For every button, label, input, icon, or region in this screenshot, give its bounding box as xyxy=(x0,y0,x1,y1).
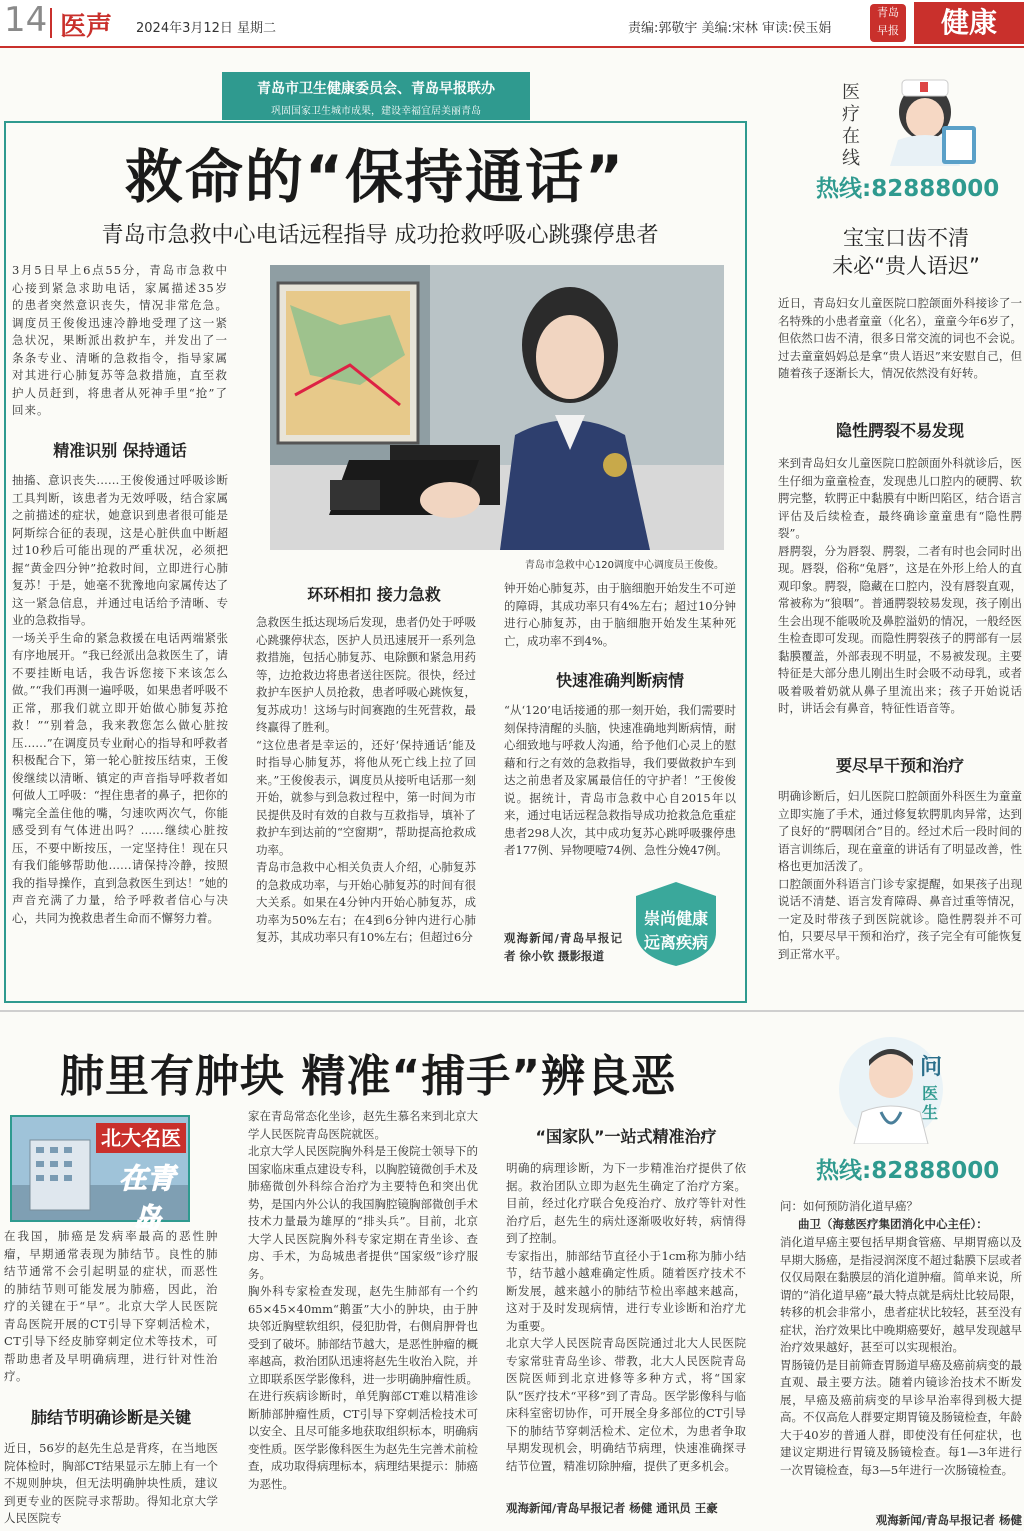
sidebar-title-line-1: 宝宝口齿不清 xyxy=(843,226,969,250)
headline: 救命的“保持通话” xyxy=(124,143,626,211)
article-byline: 观海新闻/青岛早报记者 徐小钦 摄影报道 xyxy=(504,931,622,963)
qa-question: 问：如何预防消化道早癌？ xyxy=(780,1199,918,1213)
ask-label-2: 医生 xyxy=(922,1084,939,1122)
ribbon-line-2: 巩固国家卫生城市成果，建设幸福宜居美丽青岛 xyxy=(271,106,481,117)
article-body-col2: 急救医生抵达现场后发现，患者仍处于呼吸心跳骤停状态，医护人员迅速展开一系列急救措施，包括心肺复苏、电除颤和紧急用药等，边抢救边将患者送往医院。很快，经过救护车医护人员抢救，患者呼吸心跳恢复，复苏成功！这场与时间赛跑的生死营救，最终赢得了胜利。 “这位患者是幸运的，还好‘保持通话’能及时指导心肺复苏，将他从死亡线上拉了回来。”王俊俊表示，调度员从接听电话那一刻开始，就参与到急救过程中，第一时间为市民提供及时有效的自救与互救指导，填补了救护车到达前的“空窗期”，帮助提高抢救成功率。 青岛市急救中心相关负责人介绍，心肺复苏的急救成功率，与开始心肺复苏的时间有很大关系。如果在4分钟内开始心肺复苏，成功率为50%左右；在4到6分钟内进行心肺复苏，其成功率只有10%左右；但超过6分 xyxy=(256,615,476,944)
subheadline: 青岛市急救中心电话远程指导 成功抢救呼吸心跳骤停患者 xyxy=(101,223,659,248)
sidebar-title xyxy=(790,224,1022,280)
health-badge xyxy=(632,880,720,968)
section-heading: 环环相扣 接力急救 xyxy=(307,585,441,604)
newspaper-logo xyxy=(870,4,906,42)
issue-date: 2024年3月12日 星期二 xyxy=(136,21,277,36)
header-divider xyxy=(50,8,52,38)
section-heading: 肺结节明确诊断是关键 xyxy=(30,1408,191,1427)
qa-answerer: 曲卫（海慈医疗集团消化中心主任）： xyxy=(798,1217,988,1231)
section-separator xyxy=(0,1010,1024,1012)
article2-body-col2: 家在青岛常态化坐诊，赵先生慕名来到北京大学人民医院青岛医院就医。 北京大学人民医院胸外科是王俊院士领导下的国家临床重点建设专科，以胸腔镜微创手术及肺癌微创外科综合治疗为主要特色和突出优势，是国内外公认的我国胸腔镜胸部微创手术技术力量最为雄厚的“排头兵”。目前，北京大学人民医院胸外科专家定期在青坐诊、查房、手术，为岛城患者提供“国家级”诊疗服务。 胸外科专家检查发现，赵先生肺部有一个约65×45×40mm“鹅蛋”大小的肿块，由于肿块邻近胸壁软组织，侵犯肋骨，右侧肩胛骨也受到了破坏。肺部结节越大，是恶性肿瘤的概率越高，救治团队迅速将赵先生收治入院，并立即联系医学影像科，进一步明确肿瘤性质。 在进行疾病诊断时，单凭胸部CT难以精准诊断肺部肿瘤性质，CT引导下穿刺活检技术可以安全、且尽可能多地获取组织标本，明确病变性质。医学影像科医生为赵先生完善术前检查，成功取得病理标本，病理结果提示：肺癌为恶性。 xyxy=(248,1109,478,1491)
hospital-banner xyxy=(10,1115,190,1235)
article2-lead: 在我国，肺癌是发病率最高的恶性肿瘤，早期通常表现为肺结节。良性的肺结节通常不会引起明显的症状，而恶性的肺结节则可能发展为肺癌，因此，治疗的关键在于“早”。北京大学人民医院青岛医院开展的CT引导下穿刺活检术，CT引导下经皮肺穿刺定位术等技术，可帮助患者及早明确病理，进行针对性治疗。 xyxy=(4,1229,218,1383)
qa-answer: 消化道早癌主要包括早期食管癌、早期胃癌以及早期大肠癌，是指浸润深度不超过黏膜下层或者仅仅局限在黏膜层的消化道肿瘤。简单来说，所谓的“消化道早癌”最大特点就是病灶比较局限，转移的机会非常小，患者症状比较轻，甚至没有症状，治疗效果比中晚期癌要好，越早发现越早治疗效果越好，甚至可以实现根治。 胃肠镜仍是目前筛查胃肠道早癌及癌前病变的最直观、最主要方法。随着内镜诊治技术不断发展，早癌及癌前病变的早诊早治率得到极大提高。不仅高危人群要定期胃镜及肠镜检查，年龄大于40岁的普通人群，即使没有任何症状，也建议定期进行胃镜及肠镜检查。每1—3年进行一次胃镜检查，每3—5年进行一次肠镜检查。 xyxy=(780,1235,1022,1477)
banner-line-2: 在青岛 xyxy=(118,1162,175,1235)
photo-caption: 青岛市急救中心120调度中心调度员王俊俊。 xyxy=(524,560,724,571)
article2-byline: 观海新闻/青岛早报记者 杨健 通讯员 王豪 xyxy=(506,1501,718,1515)
sidebar-title-line-2: 未必“贵人语迟” xyxy=(832,254,980,278)
section-heading: 隐性腭裂不易发现 xyxy=(835,421,964,440)
headline-2: 肺里有肿块 精准“捕手”辨良恶 xyxy=(60,1051,677,1102)
badge-line-1: 崇尚健康 xyxy=(643,909,708,928)
dispatcher-photo xyxy=(270,265,724,550)
article-body-col3-top: 钟开始心肺复苏，由于脑细胞开始发生不可逆的障碍，其成功率只有4%左右；超过10分钟进行心肺复苏，由于脑细胞开始发生某种死亡，成功率不到4%。 xyxy=(504,581,736,648)
logo-line-2: 早报 xyxy=(877,24,899,37)
badge-line-2: 远离疾病 xyxy=(643,933,708,952)
sidebar-label: 医疗在线 xyxy=(842,82,860,169)
article-body-col3: “从‘120’电话接通的那一刻开始，我们需要时刻保持清醒的头脑，快速准确地判断病情，耐心细致地与呼救人沟通，给予他们心灵上的慰藉和行之有效的急救指导，我们要做救护车到达之前患者及家属最信任的守护者！”王俊俊说。据统计，青岛市急救中心自2015年以来，通过电话远程急救指导成功抢救急危重症患者298人次，其中成功复苏心跳呼吸骤停患者177例、异物哽噎74例、急性分娩47例。 xyxy=(504,703,736,857)
section-heading: 精准识别 保持通话 xyxy=(53,441,187,460)
article-lead: 3月5日早上6点55分，青岛市急救中心接到紧急求助电话，家属描述35岁的患者突然意识丧失，情况非常危急。调度员王俊俊迅速冷静地受理了这一紧急状况，果断派出救护车，并发出了一条条专业、清晰的急救指令，指导家属对其进行心肺复苏等急救措施，直至救护人员赶到，将患者从死神手里“抢”了回来。 xyxy=(12,263,228,417)
sidebar-body-2: 明确诊断后，妇儿医院口腔颌面外科医生为童童立即实施了手术，通过修复软腭肌肉异常，达到了良好的“腭咽闭合”目的。经过术后一段时间的语言训练后，现在童童的讲话有了明显改善，性格也更加活泼了。 口腔颌面外科语言门诊专家提醒，如果孩子出现说话不清楚、语言发育障碍、鼻音过重等情况，一定及时带孩子到医院就诊。隐性腭裂并不可怕，只要尽早干预和治疗，孩子完全有可能恢复到正常水平。 xyxy=(778,789,1022,961)
qa-byline: 观海新闻/青岛早报记者 杨健 xyxy=(875,1513,1022,1527)
column-name: 健康 xyxy=(914,2,1024,44)
section-name: 医声 xyxy=(60,12,113,42)
article2-body-col3: 明确的病理诊断，为下一步精准治疗提供了依据。救治团队立即为赵先生确定了治疗方案。目前，经过化疗联合免疫治疗、放疗等针对性治疗后，赵先生的病灶逐渐吸收好转，病情得到了控制。 专家指出，肺部结节直径小于1cm称为肺小结节，结节越小越难确定性质。随着医疗技术不断发展，越来越小的肺结节检出率越来越高，这对于及时发现病情，进行专业诊断和治疗尤为重要。 北京大学人民医院青岛医院通过北大人民医院专家常驻青岛坐诊、带教，北大人民医院青岛医院医师到北京进修等多种方式，将“国家队”医疗技术“平移”到了青岛。医学影像科与临床科室密切协作，可开展全身多部位的CT引导下的肺结节穿刺活检术、定位术，为患者争取早期发现机会，明确结节病理，快速准确探寻结节位置，精准切除肿瘤，提供了更多机会。 xyxy=(506,1161,746,1473)
article-body-col1: 抽搐、意识丧失……王俊俊通过呼吸诊断工具判断，该患者为无效呼吸，结合家属之前描述的症状，她意识到患者很可能是阿斯综合征的表现，这是心脏供血中断超过10秒后可能出现的严重状况，必须把握“黄金四分钟”抢救时间，立即进行心肺复苏！于是，她毫不犹豫地向家属传达了这一紧急信息，并通过电话给予清晰、专业的急救指导。 一场关乎生命的紧急救援在电话两端紧张有序地展开。“我已经派出急救医生了，请不要挂断电话，我告诉您接下来该怎么做。”“我们再测一遍呼吸，如果患者呼吸不正常，那我们就立即开始做心肺复苏抢救！”“别着急，我来教您怎么做心脏按压……”在调度员专业耐心的指导和呼救者积极配合下，第一轮心脏按压结束，王俊俊继续以清晰、镇定的声音指导呼救者如何做人工呼吸：“捏住患者的鼻子，把你的嘴完全盖住他的嘴，匀速吹两次气，你能感受到有气体进出吗？……继续心脏按压，不要中断按压，一定坚持住！现在只有我们能够帮助他……请保持冷静，按照我的指导操作，直到急救医生到达！”她的声音充满了力量，给予呼救者信心与决心，共同为挽救患者生命而不懈努力着。 xyxy=(12,473,228,925)
hotline-2: 热线:82888000 xyxy=(816,1158,1000,1184)
article2-body-col1: 近日，56岁的赵先生总是背疼，在当地医院体检时，胸部CT结果显示左肺上有一个不规则肿块，但无法明确肿块性质，建议到更专业的医院寻求帮助。得知北京大学人民医院专 xyxy=(4,1441,218,1525)
logo-line-1: 青岛 xyxy=(877,6,899,19)
ribbon-line-1: 青岛市卫生健康委员会、青岛早报联办 xyxy=(257,81,495,97)
sidebar-body-1: 来到青岛妇女儿童医院口腔颌面外科就诊后，医生仔细为童童检查，发现患儿口腔内的硬腭、软腭完整，软腭正中黏膜有中断凹陷区，结合语言评估及后续检查，最终确诊童童患有“隐性腭裂”。 唇腭裂，分为唇裂、腭裂，二者有时也会同时出现。唇裂，俗称“兔唇”，这是在外形上给人的直观印象。腭裂，隐藏在口腔内，没有唇裂直观，常被称为“狼咽”。普通腭裂较易发现，孩子刚出生会出现不能吸吮及鼻腔溢奶的情况，一般经医生检查即可发现。而隐性腭裂孩子的腭部有一层黏膜覆盖，外部表现不明显，不易被发现。主要特征是大部分患儿刚出生时会吸不动母乳，或者吸着吸着奶就从鼻子里流出来；孩子开始说话时，讲话会有鼻音，特征性语音等。 xyxy=(778,456,1022,715)
hotline: 热线:82888000 xyxy=(816,176,1000,202)
section-heading: 要尽早干预和治疗 xyxy=(835,756,964,775)
ask-label-1: 问 xyxy=(920,1055,943,1080)
section-heading: “国家队”一站式精准治疗 xyxy=(535,1127,717,1146)
sponsor-ribbon xyxy=(222,72,530,120)
banner-line-1: 北大名医 xyxy=(96,1123,186,1153)
nurse-illustration xyxy=(880,74,1000,166)
page-number: 14 xyxy=(4,0,48,40)
section-heading: 快速准确判断病情 xyxy=(555,671,684,690)
editor-credits: 责编:郭敬宇 美编:宋林 审读:侯玉娟 xyxy=(628,21,832,36)
sidebar-intro: 近日，青岛妇女儿童医院口腔颌面外科接诊了一名特殊的小患者童童（化名），童童今年6岁了，但依然口齿不清，很多日常交流的词也不会说。过去童童妈妈总是拿“贵人语迟”来安慰自己，但随着孩子逐渐长大，情况依然没有好转。 xyxy=(778,296,1022,380)
